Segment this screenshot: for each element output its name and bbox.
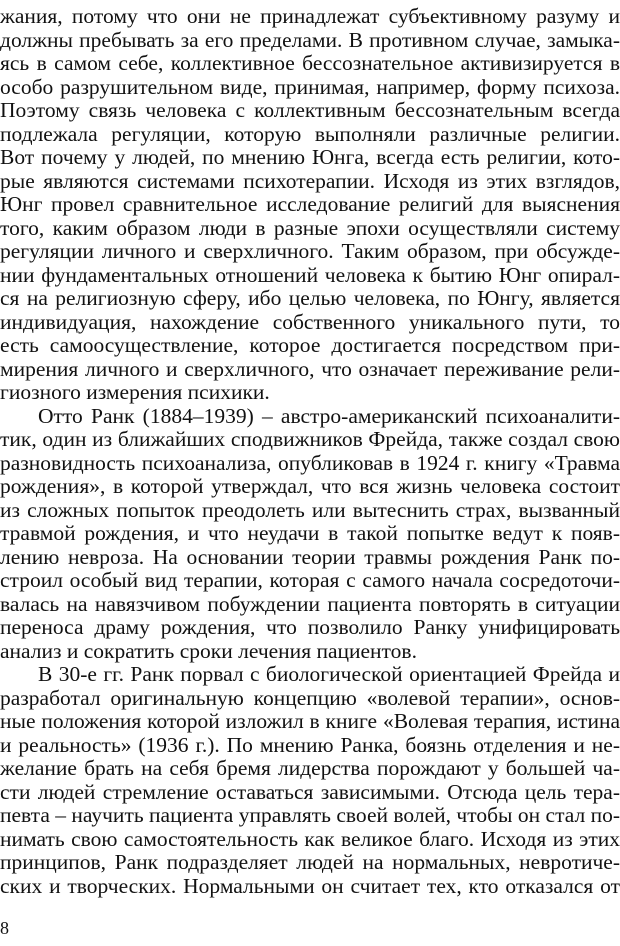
text-line: принципов, Ранк подразделяет людей на нормальных, невротиче- bbox=[0, 850, 620, 875]
text-line: валась на навязчивом побуждении пациента повторять в ситуации bbox=[0, 591, 620, 616]
text-line: должны пребывать за его пределами. В противном случае, замыка- bbox=[0, 27, 620, 52]
text-line: разработал оригинальную концепцию «волевой терапии», основ- bbox=[0, 685, 620, 710]
text-line: индивидуация, нахождение собственного уникального пути, то bbox=[0, 309, 620, 334]
text-line: Отто Ранк (1884–1939) – австро-американский психоаналити- bbox=[38, 403, 620, 428]
text-line: певта – научить пациента управлять своей волей, чтобы он стал по- bbox=[0, 803, 620, 828]
text-line: В 30-е гг. Ранк порвал с биологической ориентацией Фрейда и bbox=[38, 662, 620, 687]
text-line: Юнг провел сравнительное исследование религий для выяснения bbox=[0, 192, 620, 217]
text-line: ся на религиозную сферу, ибо целью человека, по Юнгу, является bbox=[0, 286, 620, 311]
text-line: лению невроза. На основании теории травмы рождения Ранк по- bbox=[0, 544, 620, 569]
text-line: нии фундаментальных отношений человека к бытию Юнг опирал- bbox=[0, 262, 620, 287]
text-line: строил особый вид терапии, которая с самого начала сосредоточи- bbox=[0, 568, 620, 593]
text-line: сти людей стремление оставаться зависимыми. Отсюда цель тера- bbox=[0, 779, 620, 804]
text-line: Вот почему у людей, по мнению Юнга, всегда есть религии, кото- bbox=[0, 145, 620, 170]
text-line: жания, потому что они не принадлежат субъективному разуму и bbox=[0, 4, 620, 28]
text-line: ные положения которой изложил в книге «Волевая терапия, истина bbox=[0, 709, 620, 734]
text-line: тик, один из ближайших сподвижников Фрейда, также создал свою bbox=[0, 427, 620, 452]
text-line: нимать свою самостоятельность как великое благо. Исходя из этих bbox=[0, 826, 620, 851]
text-line: того, каким образом люди в разные эпохи осуществляли систему bbox=[0, 215, 620, 240]
text-line: переноса драму рождения, что позволило Ранку унифицировать bbox=[0, 615, 620, 640]
text-line: регуляции личного и сверхличного. Таким образом, при обсужде- bbox=[0, 239, 620, 264]
text-line: есть самоосуществление, которое достигается посредством при- bbox=[0, 333, 620, 358]
text-line: Поэтому связь человека с коллективным бессознательным всегда bbox=[0, 98, 620, 123]
text-line: разновидность психоанализа, опубликовав в 1924 г. книгу «Травма bbox=[0, 450, 620, 475]
text-line: ясь в самом себе, коллективное бессознательное активизируется в bbox=[0, 51, 620, 76]
text-line: рождения», в которой утверждал, что вся жизнь человека состоит bbox=[0, 474, 620, 499]
page-number: 8 bbox=[0, 918, 9, 938]
text-line: особо разрушительном виде, принимая, например, форму психоза. bbox=[0, 74, 620, 99]
text-line: из сложных попыток преодолеть или вытеснить страх, вызванный bbox=[0, 497, 620, 522]
text-line: травмой рождения, и что неудачи в такой попытке ведут к появ- bbox=[0, 521, 620, 546]
text-line: подлежала регуляции, которую выполняли различные религии. bbox=[0, 121, 620, 146]
text-line: мирения личного и сверхличного, что означает переживание рели- bbox=[0, 356, 620, 381]
text-line: желание брать на себя бремя лидерства порождают у большей ча- bbox=[0, 756, 620, 781]
text-line: и реальность» (1936 г.). По мнению Ранка, боязнь отделения и не- bbox=[0, 732, 620, 757]
text-line: гиозного измерения психики. bbox=[0, 380, 270, 405]
text-line: анализ и сократить сроки лечения пациентов. bbox=[0, 638, 417, 663]
text-line: рые являются системами психотерапии. Исходя из этих взглядов, bbox=[0, 168, 620, 193]
text-line: ских и творческих. Нормальными он считает тех, кто отказался от bbox=[0, 874, 620, 898]
